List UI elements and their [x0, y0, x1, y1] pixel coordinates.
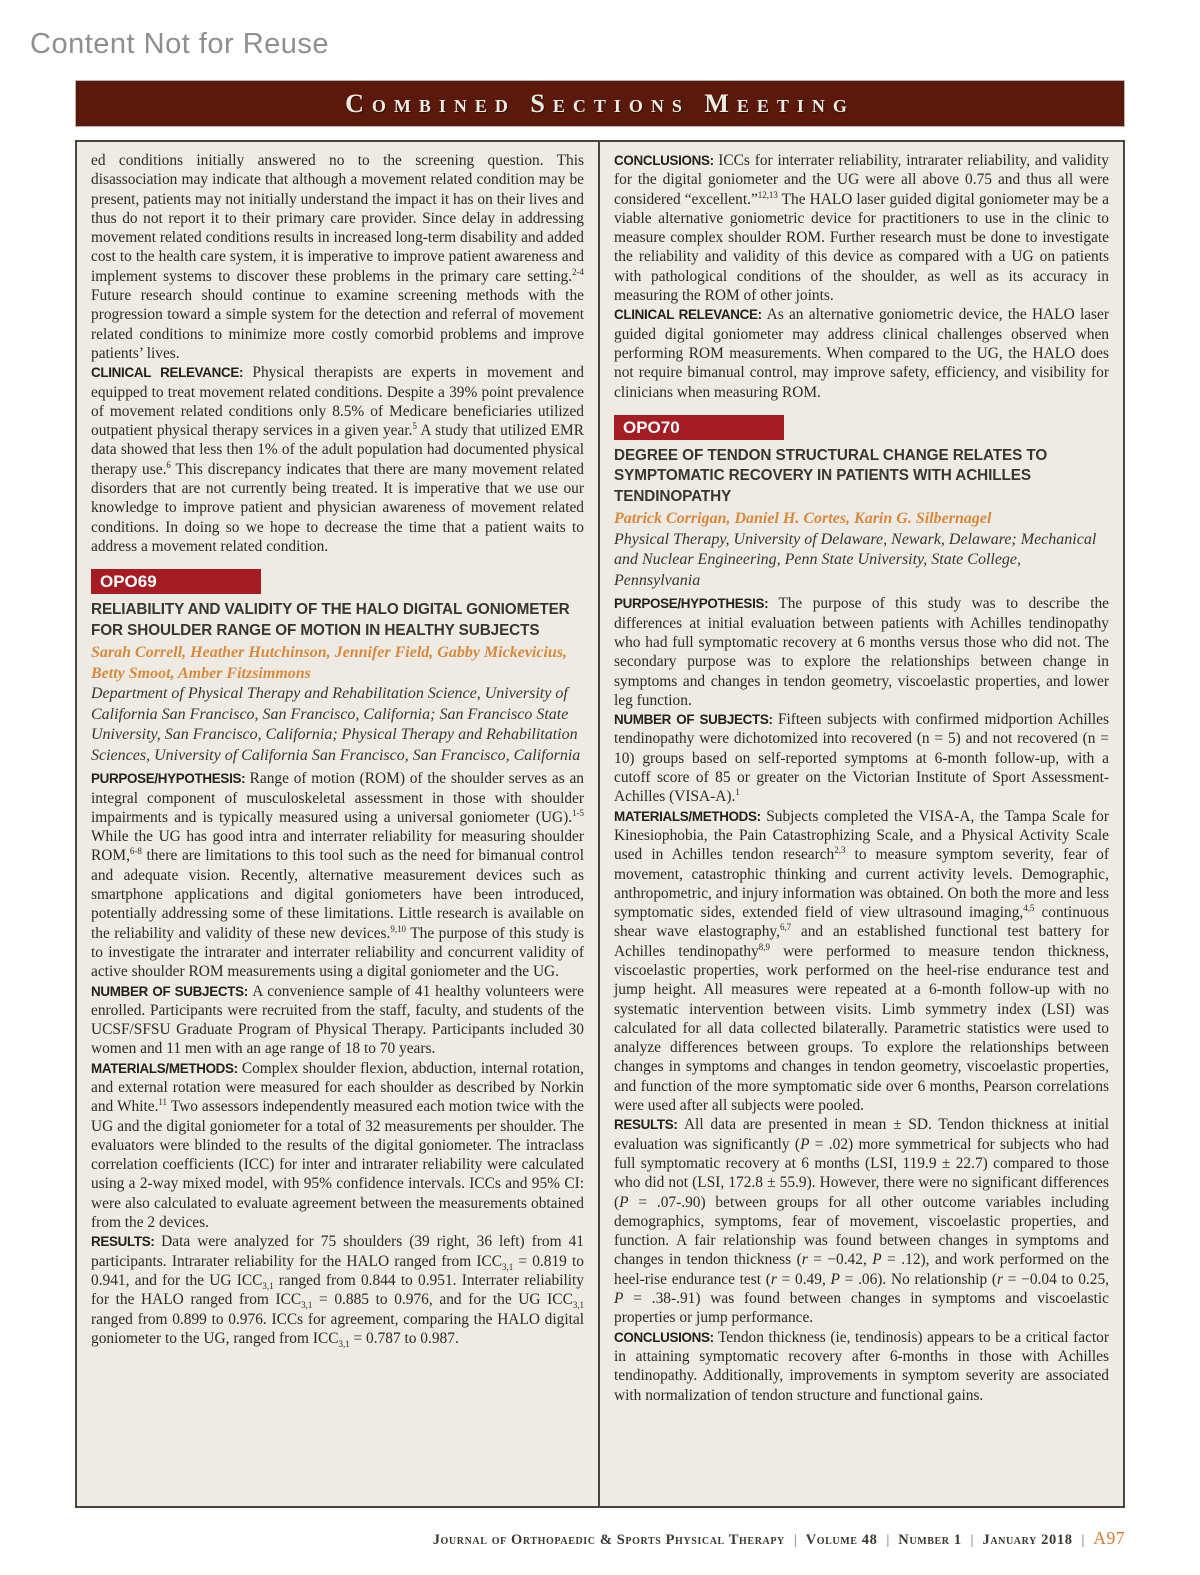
abstract-paragraph: [614, 594, 1109, 710]
italic-variable: P: [800, 1135, 810, 1153]
body-text: The purpose of this study was to describe the differences at initial evaluation between patients with Achilles tendinopathy who had full symptomatic recovery at 6 months versus those who did not. The secondary purpose was to explore the relationships between change in symptoms and changes in tendon geometry, viscoelastic properties, and lower leg function.: [614, 595, 1110, 709]
abstract-paragraph: [91, 769, 584, 981]
banner-title: Combined Sections Meeting: [345, 88, 855, 118]
body-text: Physical therapists are experts in movement and equipped to treat movement related conditions. Despite a 39% point prevalence of movement related conditions only 8.5% of Medicare beneficiaries utilized outpatient physical therapy services in a given year.: [91, 364, 585, 440]
body-text: While the UG has good intra and interrater reliability for measuring shoulder ROM,: [91, 828, 584, 865]
section-label: RESULTS:: [91, 1234, 162, 1250]
reference-superscript: 5: [412, 421, 417, 432]
body-text: to measure symptom severity, fear of movement, catastrophic thinking and current activity levels. Demographic, anthropometric, and injury information was obtained. On both the more and less symptomatic sides, extended field of view ultrasound imaging,: [614, 846, 1109, 922]
statistic-subscript: 3,1: [301, 1300, 313, 1311]
body-text: = −0.04 to 0.25,: [1003, 1270, 1109, 1288]
abstract-paragraph: [614, 1328, 1109, 1405]
footer-separator: |: [793, 1533, 797, 1548]
body-text: All data are presented in mean ± SD. Tendon thickness at initial evaluation was significantly (: [614, 1116, 1109, 1153]
reference-superscript: 2-4: [572, 266, 584, 277]
issue-date-label: January 2018: [982, 1532, 1073, 1548]
body-text: = .02) more symmetrical for subjects who had full symptomatic recovery at 6 months (LSI, 119.9 ± 22.7) compared to those who did not (LSI, 172.8 ± 55.9). However, there were no significant differences (: [614, 1135, 1109, 1211]
body-text: = 0.49,: [776, 1270, 831, 1288]
footer-separator: |: [1081, 1533, 1085, 1548]
abstract-code-badge: OPO70: [614, 415, 784, 440]
body-text: = .12), and work performed on the heel-rise endurance test (: [614, 1251, 1110, 1288]
body-text: ICCs for interrater reliability, intrarater reliability, and validity for the digital goniometer and the UG were all above 0.75 and thus all were considered “excellent.”: [614, 152, 1109, 208]
footer-separator: |: [886, 1533, 890, 1548]
abstract-paragraph: [614, 807, 1109, 1116]
abstract-authors: Patrick Corrigan, Daniel H. Cortes, Karin G. Silbernagel: [614, 510, 992, 528]
section-banner: [75, 80, 1125, 127]
body-text: ed conditions initially answered no to the screening question. This disassociation may indicate that although a movement related condition may be present, patients may not initially understand the impact it has on their lives and thus do not report it to their primary care provider. Since delay in addressing movement related conditions results in increased long-term disability and added cost to the health care system, it is imperative to improve patient awareness and implement systems to discover these problems in the primary care setting.: [91, 152, 584, 285]
abstract-paragraph: [614, 710, 1109, 806]
reference-superscript: 6,7: [779, 922, 792, 933]
section-label: MATERIALS/METHODS:: [91, 1060, 242, 1076]
abstract-paragraph: [91, 1059, 584, 1233]
italic-variable: r: [997, 1270, 1004, 1288]
section-label: RESULTS:: [614, 1117, 684, 1133]
reference-superscript: 4,5: [1023, 902, 1035, 913]
abstract-title: RELIABILITY AND VALIDITY OF THE HALO DIGITAL GONIOMETER FOR SHOULDER RANGE OF MOTION IN HEALTHY SUBJECTS: [91, 601, 570, 639]
body-text: ranged from 0.844 to 0.951. Interrater reliability for the HALO ranged from ICC: [91, 1271, 584, 1309]
watermark-text: Content Not for Reuse: [30, 28, 330, 60]
body-text: The purpose of this study is to investigate the intrarater and interrater reliability and concurrent validity of active shoulder ROM measurements using a digital goniometer and the UG.: [91, 924, 584, 981]
section-label: CONCLUSIONS:: [614, 153, 719, 168]
issue-number-label: Number 1: [898, 1532, 962, 1548]
body-text: ranged from 0.899 to 0.976. ICCs for agreement, comparing the HALO digital goniometer to the UG, ranged from ICC: [91, 1310, 584, 1347]
reference-superscript: 11: [158, 1097, 168, 1108]
body-text: = −0.42,: [807, 1251, 873, 1269]
section-label: PURPOSE/HYPOTHESIS:: [614, 596, 779, 612]
body-text: This discrepancy indicates that there are many movement related disorders that are not currently being treated. It is imperative that we use our knowledge to improve patient and physician awareness of movement related conditions. In doing so we hope to decrease the time that a patient waits to address a movement related condition.: [91, 460, 584, 555]
section-label: CLINICAL RELEVANCE:: [91, 365, 253, 381]
italic-variable: P: [619, 1193, 629, 1211]
statistic-subscript: 3,1: [502, 1261, 514, 1272]
body-text: there are limitations to this tool such as the need for bimanual control and adequate vision. Recently, alternative measurement devices such as smartphone applications and digital goniometers have been introduced, potentially addressing some of these limitations. Little research is available on the reliability and validity of these new devices.: [91, 847, 584, 942]
body-text: and an established functional test battery for Achilles tendinopathy: [614, 923, 1110, 960]
section-label: CLINICAL RELEVANCE:: [614, 307, 767, 323]
body-text: Future research should continue to examine screening methods with the progression toward a simple system for the detection and referral of movement related conditions to minimize more costly comorbid problems and improve patients’ lives.: [91, 287, 584, 362]
abstract-paragraph: [614, 305, 1109, 401]
body-text: Fifteen subjects with confirmed midportion Achilles tendinopathy were dichotomized into recovered (n = 5) and not recovered (n = 10) groups based on self-reported symptoms at 6-month follow-up, with a cutoff score of 85 or greater on the Victorian Institute of Sport Assessment-Achilles (VISA-A).: [614, 711, 1109, 806]
section-label: NUMBER OF SUBJECTS:: [614, 712, 778, 728]
italic-variable: P: [830, 1270, 840, 1288]
reference-superscript: 8,9: [758, 941, 770, 952]
reference-superscript: 12,13: [757, 189, 778, 200]
body-text: = 0.885 to 0.976, and for the UG ICC: [312, 1291, 573, 1309]
abstract-code-badge: OPO69: [91, 569, 261, 594]
section-label: MATERIALS/METHODS:: [614, 808, 767, 824]
body-text: Data were analyzed for 75 shoulders (39 right, 36 left) from 41 participants. Intrarater reliability for the HALO ranged from ICC: [91, 1233, 585, 1270]
volume-label: Volume 48: [805, 1532, 878, 1548]
reference-superscript: 6: [166, 459, 171, 470]
section-label: PURPOSE/HYPOTHESIS:: [91, 771, 250, 787]
abstract-header: [91, 569, 584, 766]
abstract-affiliation: Department of Physical Therapy and Rehabilitation Science, University of California San Francisco, San Francisco, California; San Francisco State University, San Francisco, California; Physical Therapy and Rehabilitation Sciences, University of California San Francisco, San Francisco, California: [91, 685, 581, 764]
body-text: = .07-.90) between groups for all other outcome variables including demographics, symptoms, fear of movement, viscoelastic properties, and function. A fair relationship was found between changes in symptoms and changes in tendon thickness (: [614, 1193, 1109, 1269]
body-text: were performed to measure tendon thickness, viscoelastic properties, work performed on the heel-rise endurance test and jump height. All measures were repeated at a 6-month follow-up with no systematic intervention between visits. Limb symmetry index (LSI) was calculated for all data collected bilaterally. Parametric statistics were used to analyze differences between groups. To explore the relationships between changes in symptoms and changes in tendon geometry, viscoelastic properties, and function of the more symptomatic side over 6 months, Pearson correlations were used after all subjects were pooled.: [614, 942, 1109, 1115]
reference-superscript: 1: [735, 787, 740, 798]
body-text: Subjects completed the VISA-A, the Tampa Scale for Kinesiophobia, the Pain Catastrophizing Scale, and a Physical Activity Scale used in Achilles tendon research: [614, 807, 1109, 864]
statistic-subscript: 3,1: [262, 1281, 274, 1292]
reference-superscript: 1-5: [572, 807, 584, 818]
journal-name: Journal of Orthopaedic & Sports Physical Therapy: [432, 1532, 785, 1548]
abstracts-content-box: [75, 140, 1125, 1508]
reference-superscript: 9,10: [390, 923, 407, 934]
statistic-subscript: 3,1: [338, 1338, 350, 1349]
column-left: [77, 142, 600, 1506]
italic-variable: r: [801, 1251, 808, 1269]
body-text: Tendon thickness (ie, tendinosis) appears to be a critical factor in attaining symptomatic recovery after 6-months in those with Achilles tendinopathy. Additionally, improvements in symptom severity are associated with normalization of tendon structure and functional gains.: [614, 1328, 1109, 1404]
abstract-title: DEGREE OF TENDON STRUCTURAL CHANGE RELATES TO SYMPTOMATIC RECOVERY IN PATIENTS WITH ACHILLES TENDINOPATHY: [614, 446, 1048, 505]
body-text: = 0.819 to 0.941, and for the UG ICC: [91, 1252, 584, 1289]
abstract-authors: Sarah Correll, Heather Hutchinson, Jennifer Field, Gabby Mickevicius, Betty Smoot, Amber Fitzsimmons: [91, 644, 568, 682]
footer-separator: |: [970, 1533, 974, 1548]
abstract-paragraph: [91, 982, 584, 1059]
body-text: A study that utilized EMR data showed that less then 1% of the adult population had documented physical therapy use.: [91, 422, 585, 478]
statistic-subscript: 3,1: [572, 1300, 584, 1311]
abstract-paragraph: [91, 151, 584, 363]
body-text: A convenience sample of 41 healthy volunteers were enrolled. Participants were recruited from the staff, faculty, and students of the UCSF/SFSU Graduate Program of Physical Therapy. Participants included 30 women and 11 men with an age range of 18 to 70 years.: [91, 982, 584, 1058]
abstract-affiliation: Physical Therapy, University of Delaware, Newark, Delaware; Mechanical and Nuclear Engineering, Penn State University, State College, Pennsylvania: [614, 530, 1097, 589]
body-text: = 0.787 to 0.987.: [349, 1329, 459, 1347]
italic-variable: P: [614, 1290, 624, 1308]
section-label: CONCLUSIONS:: [614, 1329, 718, 1345]
abstract-paragraph: [614, 1115, 1109, 1327]
italic-variable: P: [872, 1251, 882, 1269]
reference-superscript: 2,3: [834, 845, 846, 856]
abstract-header: [614, 415, 1109, 592]
abstract-paragraph: [91, 1232, 584, 1348]
body-text: Range of motion (ROM) of the shoulder serves as an integral component of musculoskeletal assessment in those with shoulder impairments and is typically measured using a universal goniometer (UG).: [91, 770, 584, 826]
abstract-paragraph: [91, 363, 584, 556]
section-label: NUMBER OF SUBJECTS:: [91, 983, 253, 999]
body-text: As an alternative goniometric device, the HALO laser guided digital goniometer may address clinical challenges observed when performing ROM measurements. When compared to the UG, the HALO does not require bimanual control, may improve safety, efficiency, and visibility for clinicians when measuring ROM.: [614, 306, 1110, 401]
body-text: Two assessors independently measured each motion twice with the UG and the digital goniometer for a total of 32 measurements per shoulder. The evaluators were blinded to the results of the digital goniometer. The intraclass correlation coefficients (ICC) for inter and intrarater reliability were calculated using a 2-way mixed model, with 95% confidence intervals. ICCs and 95% CI: were also calculated to evaluate agreement between the measurements obtained from the 2 devices.: [91, 1098, 584, 1232]
column-right: [600, 142, 1123, 1506]
abstract-paragraph: [614, 151, 1109, 305]
italic-variable: r: [770, 1270, 777, 1288]
body-text: = .38-.91) was found between changes in symptoms and viscoelastic properties or jump performance.: [614, 1290, 1109, 1327]
page-footer: [75, 1528, 1125, 1549]
reference-superscript: 6-8: [129, 846, 142, 857]
body-text: continuous shear wave elastography,: [614, 904, 1109, 941]
page-number: A97: [1093, 1528, 1125, 1548]
body-text: Complex shoulder flexion, abduction, internal rotation, and external rotation were measured for each shoulder as described by Norkin and White.: [91, 1059, 584, 1116]
body-text: The HALO laser guided digital goniometer may be a viable alternative goniometric device for practitioners to use in the clinic to measure complex shoulder ROM. Further research must be done to investigate the reliability and validity of this device as compared with a UG on patients with pathological conditions of the shoulder, as well as its accuracy in measuring the ROM of other joints.: [614, 190, 1109, 305]
body-text: = .06). No relationship (: [839, 1270, 998, 1288]
